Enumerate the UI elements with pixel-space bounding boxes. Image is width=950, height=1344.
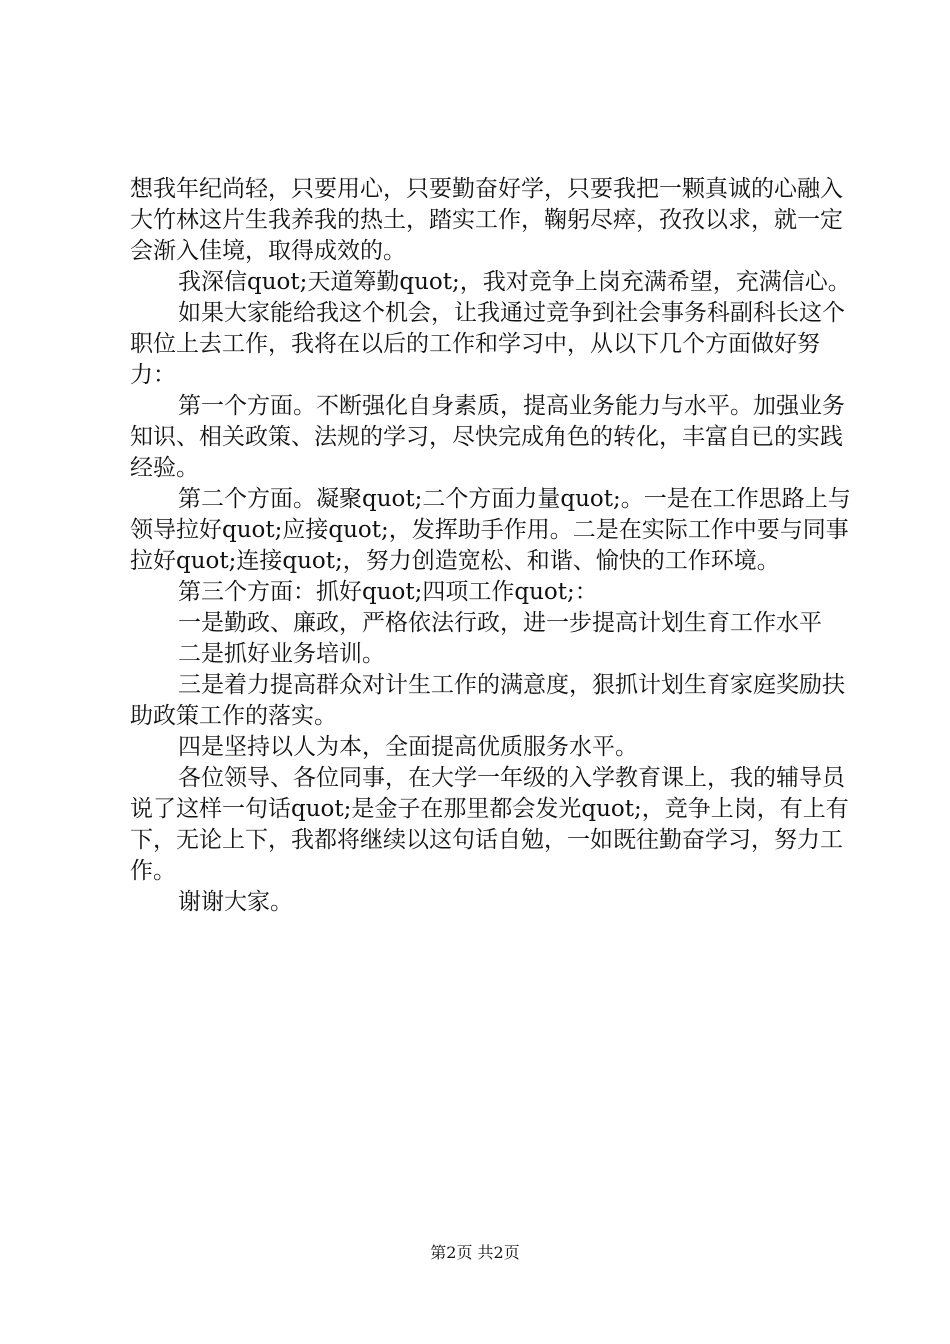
list-item: 三是着力提高群众对计生工作的满意度，狠抓计划生育家庭奖励扶助政策工作的落实。 (130, 672, 845, 729)
paragraph-continuation: 想我年纪尚轻，只要用心，只要勤奋好学，只要我把一颗真诚的心融入大竹林这片生我养我的热土，踏实工作，鞠躬尽瘁，孜孜以求，就一定会渐入佳境，取得成效的。 (130, 176, 843, 264)
closing-line: 谢谢大家。 (178, 889, 293, 915)
document-body (130, 174, 855, 918)
list-item: 一是勤政、廉政，严格依法行政，进一步提高计划生育工作水平 (178, 610, 822, 636)
paragraph: 如果大家能给我这个机会，让我通过竞争到社会事务科副科长这个职位上去工作，我将在以后的工作和学习中，从以下几个方面做好努力： (130, 300, 845, 388)
paragraph: 第一个方面。不断强化自身素质，提高业务能力与水平。加强业务知识、相关政策、法规的学习，尽快完成角色的转化，丰富自已的实践经验。 (130, 393, 845, 481)
paragraph: 各位领导、各位同事，在大学一年级的入学教育课上，我的辅导员说了这样一句话quot;是金子在那里都会发光quot;，竞争上岗，有上有下，无论上下，我都将继续以这句话自勉，一如既往勤奋学习，努力工作。 (130, 765, 849, 884)
list-item: 二是抓好业务培训。 (178, 641, 385, 667)
list-item: 四是坚持以人为本，全面提高优质服务水平。 (178, 734, 638, 760)
paragraph: 我深信quot;天道筹勤quot;，我对竞争上岗充满希望，充满信心。 (178, 269, 851, 295)
paragraph: 第三个方面：抓好quot;四项工作quot;： (178, 579, 598, 605)
page-number-footer: 第2页 共2页 (430, 1243, 520, 1262)
paragraph: 第二个方面。凝聚quot;二个方面力量quot;。一是在工作思路上与领导拉好quot;应接quot;，发挥助手作用。二是在实际工作中要与同事拉好quot;连接quot;，努力创造宽松、和谐、愉快的工作环境。 (130, 486, 851, 574)
